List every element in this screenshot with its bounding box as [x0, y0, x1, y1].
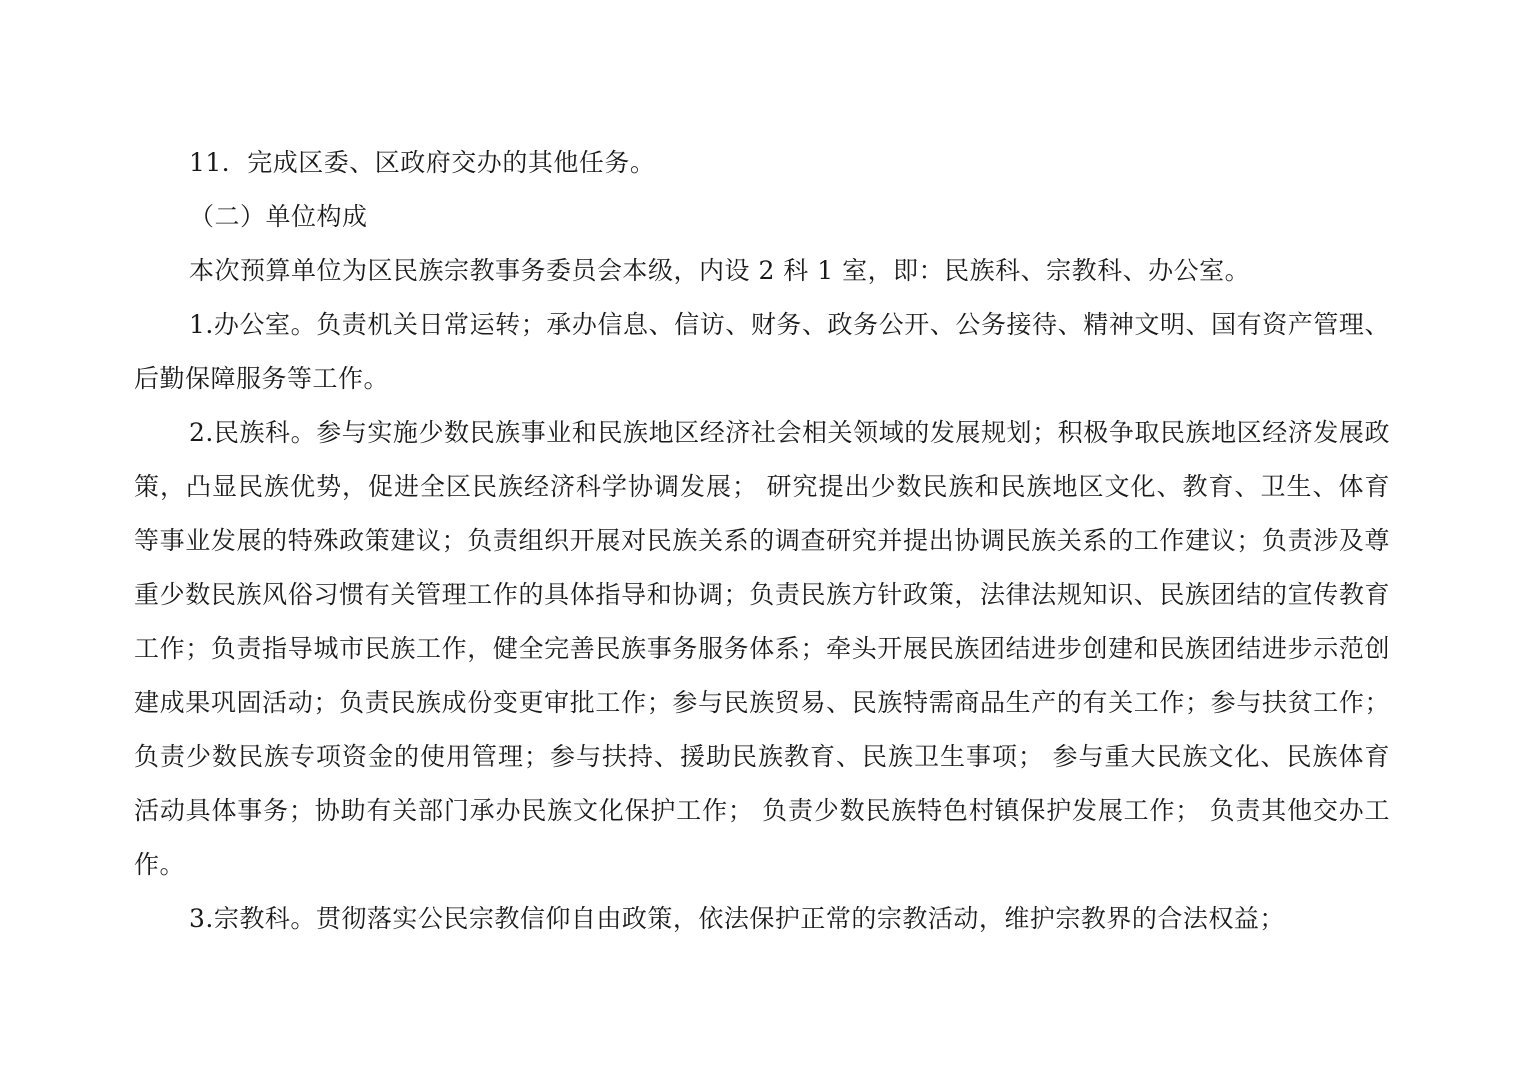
item-11-paragraph: 11．完成区委、区政府交办的其他任务。 [189, 148, 656, 177]
ethnic-section-paragraph: 2.民族科。参与实施少数民族事业和民族地区经济社会相关领域的发展规划；积极争取民族地区经济发展政策，凸显民族优势，促进全区民族经济科学协调发展； 研究提出少数民族和民族地区文化、教育、卫生、体育等事业发展的特殊政策建议；负责组织开展对民族关系的调查研究并提出协调民族关系的工作建议；负责涉及尊重少数民族风俗习惯有关管理工作的具体指导和协调；负责民族方针政策，法律法规知识、民族团结的宣传教育工作；负责指导城市民族工作，健全完善民族事务服务体系；牵头开展民族团结进步创建和民族团结进步示范创建成果巩固活动；负责民族成份变更审批工作；参与民族贸易、民族特需商品生产的有关工作；参与扶贫工作；负责少数民族专项资金的使用管理；参与扶持、援助民族教育、民族卫生事项； 参与重大民族文化、民族体育活动具体事务；协助有关部门承办民族文化保护工作； 负责少数民族特色村镇保护发展工作； 负责其他交办工作。 [134, 418, 1390, 879]
office-paragraph: 1.办公室。负责机关日常运转；承办信息、信访、财务、政务公开、公务接待、精神文明、国有资产管理、后勤保障服务等工作。 [134, 310, 1390, 393]
religion-section-paragraph: 3.宗教科。贯彻落实公民宗教信仰自由政策，依法保护正常的宗教活动，维护宗教界的合法权益； [189, 904, 1285, 933]
section-heading: （二）单位构成 [189, 202, 368, 231]
intro-paragraph: 本次预算单位为区民族宗教事务委员会本级，内设 2 科 1 室，即：民族科、宗教科、办公室。 [189, 256, 1251, 285]
document-body [134, 136, 1390, 946]
